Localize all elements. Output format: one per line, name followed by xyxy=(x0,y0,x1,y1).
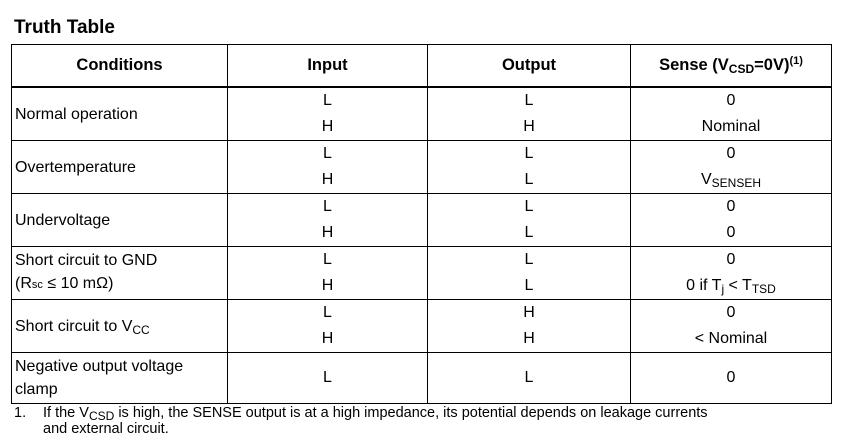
rsc-open: (R xyxy=(15,275,32,292)
output-value: L xyxy=(524,198,534,215)
condition-vcc-main: Short circuit to V xyxy=(15,317,133,335)
header-sense-suffix: =0V) xyxy=(754,56,790,74)
sense-cell xyxy=(631,194,832,247)
sense-value: 0 xyxy=(726,145,736,162)
condition-cell xyxy=(12,141,228,194)
table-row-short-circuit-vcc xyxy=(12,300,832,353)
input-value: L xyxy=(323,145,332,162)
input-cell xyxy=(228,141,428,194)
sense-value: 0 xyxy=(726,369,736,386)
condition-cell xyxy=(12,247,228,300)
footnote-text-line2: and external circuit. xyxy=(43,421,169,437)
input-value: H xyxy=(321,330,334,347)
output-cell xyxy=(428,87,631,141)
input-value: L xyxy=(323,198,332,215)
sense-tj-a: 0 if T xyxy=(686,277,722,294)
sense-vsenseh-main: V xyxy=(700,171,712,188)
sense-cell xyxy=(631,87,832,141)
footnote-text xyxy=(43,405,834,421)
output-value: L xyxy=(524,277,534,294)
header-sense-prefix: Sense (V xyxy=(659,56,729,74)
sense-ttsd-sub: TSD xyxy=(751,282,776,296)
header-conditions: Conditions xyxy=(12,45,228,88)
condition-label: Negative output voltage xyxy=(15,358,184,375)
output-value: H xyxy=(523,330,535,347)
sense-value: 0 xyxy=(726,92,736,109)
footnote-number: 1. xyxy=(14,405,27,421)
input-value: L xyxy=(323,304,332,321)
header-row xyxy=(12,45,832,88)
output-value: L xyxy=(524,369,534,386)
input-value: H xyxy=(321,277,334,294)
output-value: L xyxy=(524,251,534,268)
input-cell xyxy=(228,353,428,404)
table-row-negative-output-clamp xyxy=(12,353,832,404)
rsc-rest: ≤ 10 mΩ) xyxy=(42,275,114,292)
footnote-text-a: If the V xyxy=(43,405,89,421)
rsc-sub: sc xyxy=(31,279,43,291)
condition-cell xyxy=(12,194,228,247)
sense-value xyxy=(631,167,831,193)
input-value: L xyxy=(323,251,332,268)
condition-label: Undervoltage xyxy=(15,211,111,229)
sense-value: 0 xyxy=(726,224,736,241)
output-cell xyxy=(428,247,631,300)
sense-cell xyxy=(631,353,832,404)
header-input: Input xyxy=(228,45,428,88)
table-row-short-circuit-gnd xyxy=(12,247,832,300)
header-sense-footnote-ref: (1) xyxy=(789,55,803,67)
output-value: H xyxy=(523,118,535,135)
table-row-overtemperature xyxy=(12,141,832,194)
input-value: H xyxy=(321,118,334,135)
table-row-normal-operation xyxy=(12,87,832,141)
sense-vsenseh-sub: SENSEH xyxy=(711,176,762,190)
condition-label xyxy=(15,318,150,335)
condition-label: Overtemperature xyxy=(15,158,136,176)
footnote-text-b: is high, the SENSE output is at a high impedance, its potential depends on leakage currents xyxy=(114,405,708,421)
output-value: H xyxy=(523,304,535,321)
input-value: H xyxy=(321,224,334,241)
input-value: L xyxy=(323,92,332,109)
input-cell xyxy=(228,247,428,300)
output-cell xyxy=(428,194,631,247)
footnote-text-sub: CSD xyxy=(88,409,115,423)
condition-rsc-note xyxy=(15,272,227,297)
input-cell xyxy=(228,194,428,247)
header-sense-sub: CSD xyxy=(728,62,755,76)
sense-value: < Nominal xyxy=(694,330,768,347)
output-value: L xyxy=(524,224,534,241)
sense-value xyxy=(631,273,831,299)
sense-tj-b: < T xyxy=(724,277,752,294)
sense-value: 0 xyxy=(726,198,736,215)
footnote xyxy=(14,405,834,437)
sense-value: 0 xyxy=(726,304,736,321)
output-cell xyxy=(428,141,631,194)
condition-vcc-sub: CC xyxy=(132,322,150,337)
sense-value: 0 xyxy=(726,251,736,268)
input-value: H xyxy=(321,171,334,188)
sense-cell xyxy=(631,247,832,300)
header-sense xyxy=(631,45,832,88)
truth-table xyxy=(11,44,832,404)
table-row-undervoltage xyxy=(12,194,832,247)
condition-label: Normal operation xyxy=(15,105,138,123)
output-value: L xyxy=(524,145,534,162)
input-cell xyxy=(228,300,428,353)
condition-cell xyxy=(12,300,228,353)
condition-label: Short circuit to GND xyxy=(15,252,158,269)
sense-cell xyxy=(631,300,832,353)
sense-tj-sub: j xyxy=(721,282,725,296)
sense-value: Nominal xyxy=(701,118,761,135)
table-title: Truth Table xyxy=(14,17,115,38)
header-output: Output xyxy=(428,45,631,88)
input-cell xyxy=(228,87,428,141)
sense-cell xyxy=(631,141,832,194)
condition-label-cont: clamp xyxy=(15,381,58,398)
condition-cell xyxy=(12,87,228,141)
output-value: L xyxy=(524,92,534,109)
output-cell xyxy=(428,353,631,404)
output-value: L xyxy=(524,171,534,188)
condition-cell xyxy=(12,353,228,404)
output-cell xyxy=(428,300,631,353)
input-value: L xyxy=(323,369,332,386)
